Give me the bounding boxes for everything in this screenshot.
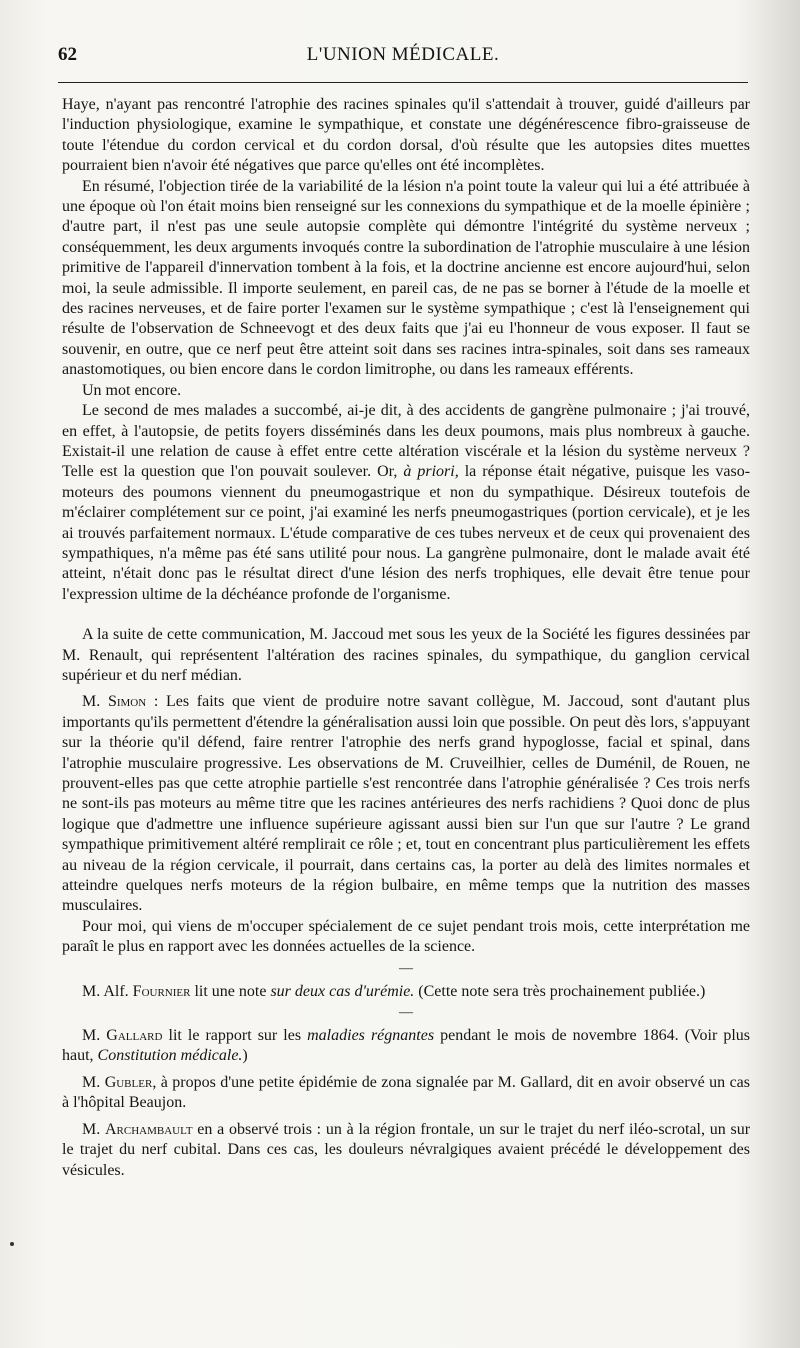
paragraph-10-prefix: M.	[82, 1073, 101, 1091]
paragraph-4	[62, 401, 750, 605]
paragraph-3: Un mot encore.	[82, 381, 182, 399]
paragraph-8-b: (Cette note sera très prochainement publiée.)	[418, 982, 706, 1000]
speaker-archambault: Archambault	[104, 1120, 193, 1138]
margin-speck	[10, 1242, 14, 1246]
article-body	[62, 95, 750, 1181]
running-title: L'UNION MÉDICALE.	[306, 44, 500, 65]
section-dash-2: —	[399, 1005, 413, 1021]
paragraph-10	[62, 1073, 750, 1114]
paragraph-7: Pour moi, qui viens de m'occuper spécialement de ce sujet pendant trois mois, cette interprétation me paraît le plus en rapport avec les données actuelles de la science.	[62, 917, 750, 956]
paragraph-9-a: lit le rapport sur les	[168, 1027, 302, 1045]
paragraph-4-text: Le second de mes malades a succombé, ai-je dit, à des accidents de gangrène pulmonaire ; j'ai trouvé, en effet, à l'autopsie, de petits foyers disséminés dans les deux poumons, mais plus nombreux à gauche. Existait-il une relation de cause à effet entre cette altération viscérale et la lésion du système nerveux ? Telle est la question que l'on pouvait soulever. Or,	[62, 402, 750, 481]
paragraph-8	[62, 982, 750, 1002]
speaker-simon: Simon	[107, 693, 147, 711]
speaker-gallard: Gallard	[106, 1027, 163, 1045]
paragraph-5: A la suite de cette communication, M. Jaccoud met sous les yeux de la Société les figures dessinées par M. Renault, qui représentent l'altération des racines spinales, du sympathique, du ganglion cervical supérieur et du nerf médian.	[62, 626, 750, 684]
paragraph-8-prefix: M. Alf.	[82, 982, 129, 1000]
paragraph-11	[62, 1120, 750, 1181]
paragraph-9	[62, 1026, 750, 1067]
paragraph-9-italic-2: Constitution médicale.	[97, 1047, 243, 1065]
paragraph-4-italic: à priori,	[403, 463, 459, 481]
speaker-gubler: Gubler	[104, 1073, 153, 1091]
header-rule	[58, 82, 748, 83]
paragraph-9-c: )	[242, 1047, 248, 1065]
paragraph-9-prefix: M.	[82, 1027, 101, 1045]
paragraph-11-text: en a observé trois : un à la région frontale, un sur le trajet du nerf iléo-scrotal, un sur le trajet du nerf cubital. Dans ces cas, les douleurs névralgiques avaient précédé le développement des vésicules.	[62, 1120, 751, 1179]
page-header	[58, 44, 748, 74]
page-number: 62	[58, 44, 77, 65]
paragraph-6-prefix: M.	[82, 693, 101, 711]
paragraph-8-a: lit une note	[194, 982, 267, 1000]
paragraph-11-prefix: M.	[82, 1120, 101, 1138]
paragraph-6-text: : Les faits que vient de produire notre savant collègue, M. Jaccoud, sont d'autant plus importants qu'ils permettent d'étendre la généralisation aussi loin que possible. On peut dès lors, s'appuyant sur la théorie qu'il défend, faire rentrer l'atrophie des nerfs grand hypoglosse, facial et spinal, dans l'atrophie musculaire progressive. Les observations de M. Cruveilhier, celles de Duménil, de Rouen, ne prouvent-elles pas que cette atrophie partielle s'est rencontrée dans l'atrophie généralisée ? Ces trois nerfs ne sont-ils pas moteurs au même titre que les racines antérieures des nerfs rachidiens ? Quoi donc de plus logique que d'admettre une influence supérieure agissant aussi bien sur l'un que sur l'autre ? Le grand sympathique primitivement altéré remplirait ce rôle ; et, tout en concentrant plus particulièrement les effets au niveau de la région cervicale, il pourrait, dans certains cas, la porter au delà des limites normales et atteindre quelques nerfs moteurs de la région bulbaire, en même temps que la nutrition des masses musculaires.	[62, 693, 751, 915]
paragraph-2: En résumé, l'objection tirée de la variabilité de la lésion n'a point toute la valeur qui lui a été attribuée à une époque où l'on était moins bien renseigné sur les connexions du sympathique et de la moelle épinière ; d'autre part, il n'est pas une seule autopsie complète qui démontre l'intégrité du système nerveux ; conséquemment, les deux arguments invoqués contre la subordination de l'atrophie musculaire à une lésion primitive de l'appareil d'innervation tombent à la fois, et la doctrine ancienne est encore aujourd'hui, selon moi, la seule admissible. Il importe seulement, en pareil cas, de ne pas se borner à l'étude de la moelle et des racines nerveuses, et de faire porter l'examen sur le système sympathique ; c'est là l'enseignement qui résulte de l'observation de Schneevogt et des deux faits que j'ai eu l'honneur de vous exposer. Il faut se souvenir, en outre, que ce nerf peut être atteint soit dans ses racines intra-spinales, soit dans ses rameaux anastomotiques, ou bien encore dans le cordon limitrophe, ou dans les rameaux efférents.	[62, 177, 750, 379]
paragraph-4-rest: la réponse était négative, puisque les vaso-moteurs des poumons viennent du pneumogastrique et non du sympathique. Désireux toutefois de m'éclairer complétement sur ce point, j'ai examiné les nerfs pneumogastriques (portion cervicale), et je les ai trouvés parfaitement normaux. L'étude comparative de ces tubes nerveux et de ceux qui provenaient des sympathiques, n'a même pas été sans utilité pour nous. La gangrène pulmonaire, dont le malade avait été atteint, n'était donc pas le résultat direct d'une lésion des nerfs trophiques, elle devait être tenue pour l'expression ultime de la déchéance profonde de l'organisme.	[62, 463, 751, 603]
paragraph-9-b: pendant le mois de novembre 1864. (Voir plus haut,	[62, 1027, 751, 1065]
speaker-fournier: Fournier	[132, 982, 191, 1000]
paragraph-1: Haye, n'ayant pas rencontré l'atrophie des racines spinales qu'il s'attendait à trouver, guidé d'ailleurs par l'induction physiologique, examine le sympathique, et constate une dégénérescence fibro-graisseuse de toute l'étendue du cordon cervical et du cordon dorsal, d'où résulte que les autopsies dites muettes pourraient bien n'avoir été négatives que parce qu'elles ont été incomplètes.	[62, 96, 750, 175]
paragraph-8-italic: sur deux cas d'urémie.	[270, 982, 415, 1000]
section-dash-1: —	[399, 960, 413, 976]
spacer	[62, 605, 750, 625]
paragraph-6	[62, 692, 750, 916]
paragraph-10-text: , à propos d'une petite épidémie de zona signalée par M. Gallard, dit en avoir observé un cas à l'hôpital Beaujon.	[62, 1073, 751, 1112]
paragraph-9-italic: maladies régnantes	[307, 1027, 435, 1045]
